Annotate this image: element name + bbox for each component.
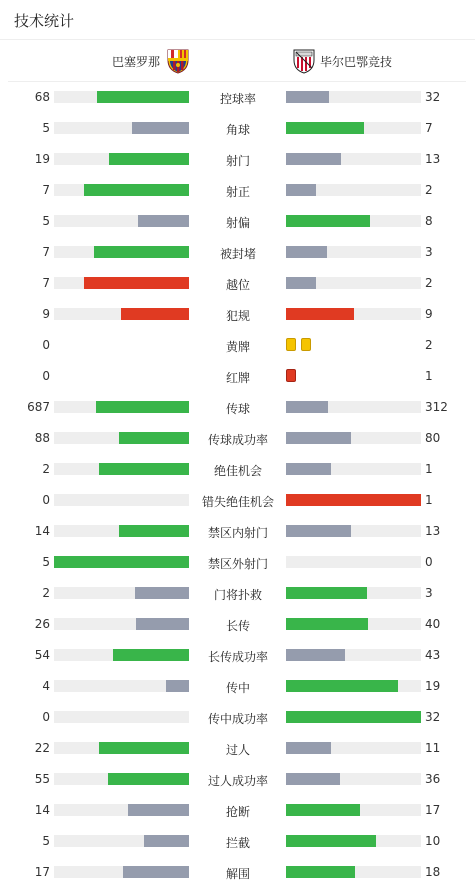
- home-bar-fill: [119, 432, 189, 444]
- stat-label: 射偏: [225, 216, 250, 230]
- home-stat-value: 54: [34, 648, 50, 662]
- home-stat-value: 55: [34, 772, 50, 786]
- stat-label: 禁区内射门: [207, 526, 268, 540]
- stat-row: [0, 546, 475, 577]
- stat-row: [0, 298, 475, 329]
- away-stat-value: 2: [425, 338, 433, 352]
- home-bar-fill: [128, 804, 189, 816]
- stat-label: 禁区外射门: [207, 557, 268, 571]
- home-stat-value: 0: [42, 369, 50, 383]
- away-bar-track: [286, 649, 421, 661]
- away-stat-value: 2: [425, 276, 433, 290]
- stat-row: [0, 794, 475, 825]
- stat-label: 抢断: [225, 805, 250, 819]
- home-stat-value: 7: [42, 245, 50, 259]
- home-stat-value: 9: [42, 307, 50, 321]
- home-stat-value: 14: [34, 803, 50, 817]
- stat-row: [0, 81, 475, 112]
- away-stat-value: 40: [425, 617, 441, 631]
- away-stat-value: 10: [425, 834, 441, 848]
- stat-row: [0, 732, 475, 763]
- away-bar-track: [286, 804, 421, 816]
- home-stat-value: 26: [34, 617, 50, 631]
- away-stat-value: 1: [425, 493, 433, 507]
- away-bar-fill: [286, 153, 341, 165]
- away-stat-value: 36: [425, 772, 441, 786]
- barcelona-crest-icon: [166, 48, 190, 74]
- home-bar-track: [54, 804, 189, 816]
- away-bar-track: [286, 618, 421, 630]
- stat-row: [0, 236, 475, 267]
- home-stat-value: 0: [42, 338, 50, 352]
- home-bar-fill: [96, 401, 189, 413]
- away-stat-value: 18: [425, 865, 441, 879]
- stat-label: 传球成功率: [207, 433, 268, 447]
- home-stat-value: 2: [42, 586, 50, 600]
- stat-row: [0, 267, 475, 298]
- stat-row: [0, 639, 475, 670]
- home-bar-track: [54, 184, 189, 196]
- stat-label: 长传成功率: [207, 650, 268, 664]
- away-bar-track: [286, 587, 421, 599]
- home-bar-fill: [99, 463, 189, 475]
- stat-label: 控球率: [219, 92, 256, 106]
- home-bar-track: [54, 587, 189, 599]
- home-stat-value: 4: [42, 679, 50, 693]
- home-bar-track: [54, 246, 189, 258]
- yellow-card-icon: [301, 338, 311, 351]
- home-bar-track: [54, 556, 189, 568]
- away-bar-fill: [286, 587, 367, 599]
- away-bar-track: [286, 835, 421, 847]
- away-bar-fill: [286, 246, 327, 258]
- away-bar-fill: [286, 525, 351, 537]
- home-stat-value: 7: [42, 276, 50, 290]
- home-bar-track: [54, 649, 189, 661]
- home-bar-fill: [166, 680, 189, 692]
- away-stat-value: 2: [425, 183, 433, 197]
- home-bar-track: [54, 308, 189, 320]
- red-card-icon: [286, 369, 296, 382]
- away-bar-track: [286, 525, 421, 537]
- away-bar-fill: [286, 494, 421, 506]
- stat-row: [0, 422, 475, 453]
- home-bar-fill: [135, 587, 189, 599]
- home-stat-value: 17: [34, 865, 50, 879]
- stat-label: 过人: [225, 743, 250, 757]
- away-bar-track: [286, 277, 421, 289]
- home-bar-fill: [84, 277, 189, 289]
- away-bar-track: [286, 153, 421, 165]
- home-bar-track: [54, 618, 189, 630]
- home-bar-track: [54, 742, 189, 754]
- away-stat-value: 13: [425, 152, 441, 166]
- stat-row: [0, 577, 475, 608]
- home-stat-value: 5: [42, 121, 50, 135]
- home-stat-value: 5: [42, 834, 50, 848]
- away-bar-fill: [286, 680, 398, 692]
- home-bar-track: [54, 401, 189, 413]
- away-bar-fill: [286, 804, 360, 816]
- home-bar-fill: [121, 308, 189, 320]
- away-bar-track: [286, 711, 421, 723]
- stat-row: [0, 608, 475, 639]
- home-bar-fill: [54, 556, 189, 568]
- home-bar-fill: [109, 153, 189, 165]
- home-bar-fill: [108, 773, 189, 785]
- home-stat-value: 5: [42, 214, 50, 228]
- stat-label: 犯规: [225, 309, 250, 323]
- stat-row: [0, 670, 475, 701]
- home-stat-value: 0: [42, 710, 50, 724]
- away-bar-track: [286, 742, 421, 754]
- home-bar-fill: [138, 215, 189, 227]
- away-bar-fill: [286, 308, 354, 320]
- away-bar-fill: [286, 184, 316, 196]
- away-bar-track: [286, 556, 421, 568]
- away-stat-value: 32: [425, 90, 441, 104]
- stat-label: 错失绝佳机会: [201, 495, 274, 509]
- home-stat-value: 0: [42, 493, 50, 507]
- home-stat-value: 7: [42, 183, 50, 197]
- home-bar-fill: [132, 122, 189, 134]
- athletic-bilbao-crest-icon: [292, 48, 316, 74]
- away-bar-fill: [286, 618, 368, 630]
- away-bar-track: [286, 866, 421, 878]
- stat-label: 传球: [225, 402, 250, 416]
- away-stat-value: 13: [425, 524, 441, 538]
- home-bar-fill: [144, 835, 189, 847]
- away-cards: [286, 338, 316, 351]
- home-stat-value: 19: [34, 152, 50, 166]
- teams-bar: [8, 41, 466, 82]
- away-bar-fill: [286, 463, 331, 475]
- away-stat-value: 3: [425, 245, 433, 259]
- stat-row: [0, 174, 475, 205]
- stat-label: 过人成功率: [207, 774, 268, 788]
- stat-row: [0, 825, 475, 856]
- away-bar-fill: [286, 122, 364, 134]
- away-bar-fill: [286, 649, 345, 661]
- away-bar-fill: [286, 711, 421, 723]
- away-stat-value: 8: [425, 214, 433, 228]
- away-stat-value: 0: [425, 555, 433, 569]
- away-bar-fill: [286, 401, 328, 413]
- stat-label: 角球: [225, 123, 250, 137]
- stat-label: 长传: [225, 619, 250, 633]
- away-stat-value: 7: [425, 121, 433, 135]
- away-team-name: 毕尔巴鄂竞技: [320, 55, 393, 69]
- away-stat-value: 32: [425, 710, 441, 724]
- home-stat-value: 687: [27, 400, 50, 414]
- stat-label: 被封堵: [219, 247, 256, 261]
- home-bar-track: [54, 122, 189, 134]
- away-stat-value: 17: [425, 803, 441, 817]
- away-bar-track: [286, 773, 421, 785]
- stat-row: [0, 329, 475, 360]
- away-bar-fill: [286, 742, 331, 754]
- away-bar-fill: [286, 866, 355, 878]
- away-bar-track: [286, 246, 421, 258]
- home-stat-value: 14: [34, 524, 50, 538]
- stat-label: 射正: [225, 185, 250, 199]
- home-bar-fill: [136, 618, 189, 630]
- away-bar-track: [286, 184, 421, 196]
- away-bar-track: [286, 122, 421, 134]
- away-stat-value: 9: [425, 307, 433, 321]
- home-bar-fill: [123, 866, 189, 878]
- away-stat-value: 43: [425, 648, 441, 662]
- home-bar-track: [54, 711, 189, 723]
- away-stat-value: 312: [425, 400, 448, 414]
- home-bar-track: [54, 525, 189, 537]
- home-stat-value: 88: [34, 431, 50, 445]
- away-stat-value: 80: [425, 431, 441, 445]
- stat-label: 越位: [225, 278, 250, 292]
- home-bar-fill: [113, 649, 189, 661]
- stat-row: [0, 205, 475, 236]
- away-bar-fill: [286, 277, 316, 289]
- away-bar-fill: [286, 215, 370, 227]
- away-bar-fill: [286, 773, 340, 785]
- stat-label: 门将扑救: [213, 588, 262, 602]
- stat-label: 射门: [225, 154, 250, 168]
- stat-row: [0, 701, 475, 732]
- away-bar-track: [286, 401, 421, 413]
- away-stat-value: 3: [425, 586, 433, 600]
- away-bar-fill: [286, 432, 351, 444]
- stat-label: 绝佳机会: [213, 464, 262, 478]
- away-bar-track: [286, 680, 421, 692]
- away-bar-track: [286, 215, 421, 227]
- stat-label: 红牌: [225, 371, 250, 385]
- home-bar-track: [54, 215, 189, 227]
- stat-row: [0, 515, 475, 546]
- stat-label: 解围: [225, 867, 250, 881]
- stat-row: [0, 143, 475, 174]
- away-bar-fill: [286, 91, 329, 103]
- stat-label: 黄牌: [225, 340, 250, 354]
- home-bar-fill: [99, 742, 189, 754]
- stats-header: [0, 0, 475, 40]
- page-title: 技术统计: [14, 12, 75, 30]
- stat-row: [0, 484, 475, 515]
- stat-row: [0, 453, 475, 484]
- home-bar-fill: [119, 525, 189, 537]
- home-bar-fill: [97, 91, 189, 103]
- away-stat-value: 19: [425, 679, 441, 693]
- home-bar-track: [54, 494, 189, 506]
- home-bar-track: [54, 680, 189, 692]
- yellow-card-icon: [286, 338, 296, 351]
- away-bar-track: [286, 308, 421, 320]
- home-bar-track: [54, 463, 189, 475]
- home-stat-value: 68: [34, 90, 50, 104]
- stat-row: [0, 856, 475, 887]
- stat-row: [0, 112, 475, 143]
- stat-label: 传中: [225, 681, 250, 695]
- home-stat-value: 2: [42, 462, 50, 476]
- away-bar-track: [286, 91, 421, 103]
- away-stat-value: 11: [425, 741, 441, 755]
- home-bar-track: [54, 277, 189, 289]
- stat-label: 传中成功率: [207, 712, 268, 726]
- stat-row: [0, 360, 475, 391]
- away-cards: [286, 369, 301, 382]
- home-bar-track: [54, 432, 189, 444]
- home-bar-track: [54, 91, 189, 103]
- home-bar-track: [54, 153, 189, 165]
- away-stat-value: 1: [425, 369, 433, 383]
- away-bar-fill: [286, 835, 376, 847]
- home-team-name: 巴塞罗那: [111, 55, 160, 69]
- home-stat-value: 22: [34, 741, 50, 755]
- away-bar-track: [286, 463, 421, 475]
- away-bar-track: [286, 432, 421, 444]
- away-bar-track: [286, 494, 421, 506]
- home-bar-track: [54, 866, 189, 878]
- home-bar-track: [54, 835, 189, 847]
- stat-label: 拦截: [225, 836, 250, 850]
- home-bar-fill: [94, 246, 189, 258]
- home-bar-track: [54, 773, 189, 785]
- stat-row: [0, 763, 475, 794]
- stat-row: [0, 391, 475, 422]
- away-stat-value: 1: [425, 462, 433, 476]
- home-bar-fill: [84, 184, 189, 196]
- home-stat-value: 5: [42, 555, 50, 569]
